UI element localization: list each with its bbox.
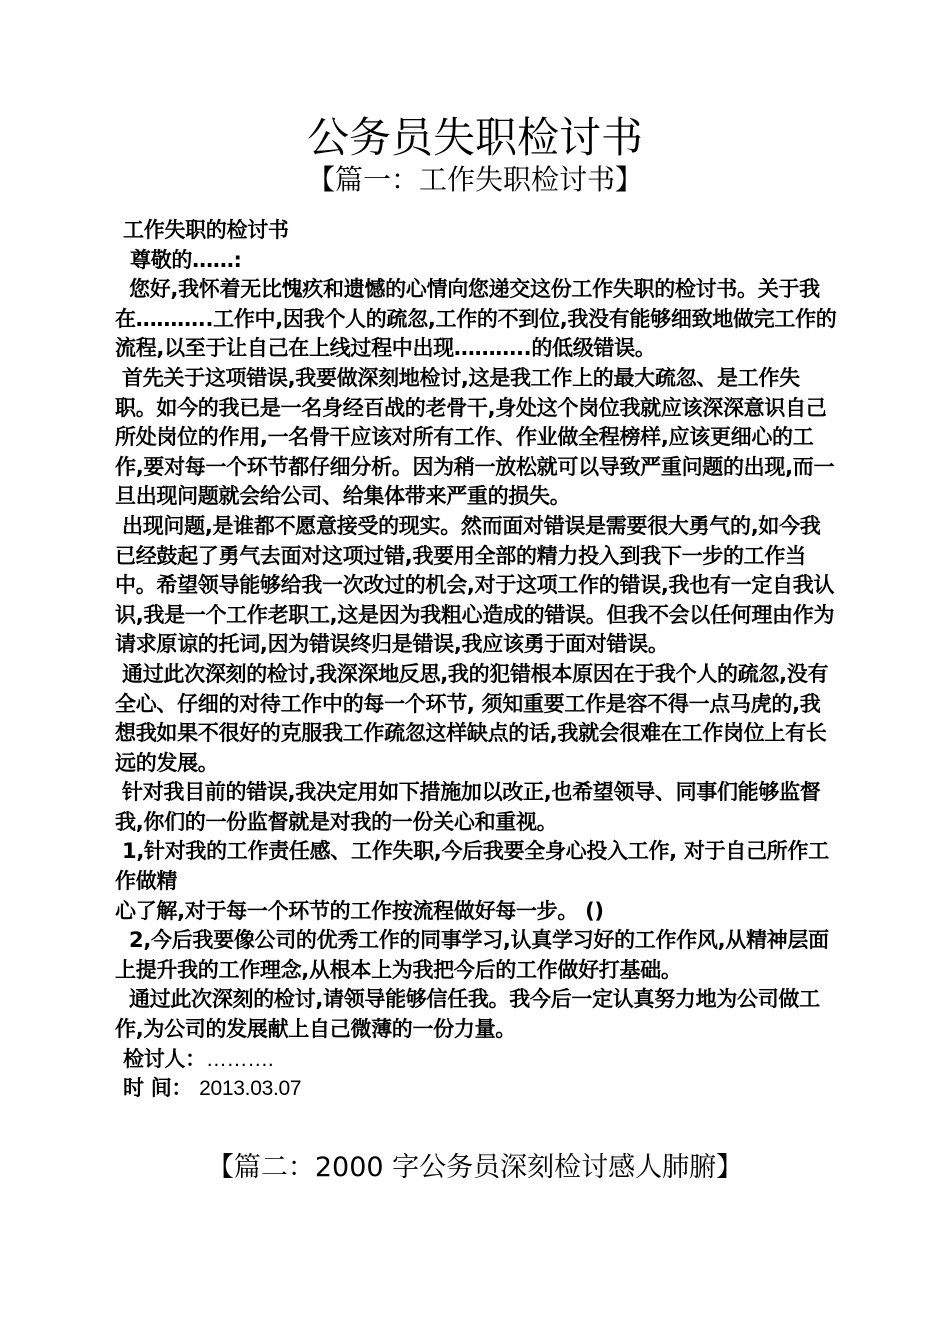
document-title: 公务员失职检讨书 xyxy=(306,113,643,162)
paragraph: 出现问题,是谁都不愿意接受的现实。然而面对错误是需要很大勇气的,如今我已经鼓起了勇气去面对这项过错,我要用全部的精力投入到我下一步的工作当中。希望领导能够给我一次改过的机会,对于这项工作的错误,我也有一定自我认识,我是一个工作老职工,这是因为我粗心造成的错误。但我不会以任何理由作为请求原谅的托词,因为错误终归是错误,我应该勇于面对错误。 xyxy=(115,513,835,657)
letter-title: 工作失职的检讨书 xyxy=(123,218,289,242)
paragraph: 2,今后我要像公司的优秀工作的同事学习,认真学习好的工作作风,从精神层面上提升我的工作理念,从根本上为我把今后的工作做好打基础。 xyxy=(115,928,829,982)
paragraph: 首先关于这项错误,我要做深刻地检讨,这是我工作上的最大疏忽、是工作失职。如今的我已是一名身经百战的老骨干,身处这个岗位我就应该深深意识自己所处岗位的作用,一名骨干应该对所有工作、作业做全程榜样,应该更细心的工作,要对每一个环节都仔细分析。因为稍一放松就可以导致严重问题的出现,而一旦出现问题就会给公司、给集体带来严重的损失。 xyxy=(115,365,835,509)
date-value: 2013.03.07 xyxy=(199,1077,302,1101)
date-line xyxy=(115,1074,837,1104)
paragraph: 1,针对我的工作责任感、工作失职,今后我要全身心投入工作, 对于自己所作工作做精 xyxy=(115,839,829,894)
section-one-heading: 【篇一：工作失职检讨书】 xyxy=(306,163,643,196)
date-label: 时 间： xyxy=(123,1076,193,1101)
salutation: 尊敬的……: xyxy=(123,247,242,272)
paragraph: 针对我目前的错误,我决定用如下措施加以改正,也希望领导、同事们能够监督我,你们的一份监督就是对我的一份关心和重视。 xyxy=(115,780,821,834)
signer-label: 检讨人： xyxy=(123,1046,206,1071)
paragraph: 通过此次深刻的检讨,请领导能够信任我。我今后一定认真努力地为公司做工作,为公司的发展献上自己微薄的一份力量。 xyxy=(115,987,820,1042)
paragraph: 心了解,对于每一个环节的工作按流程做好每一步。 () xyxy=(115,898,604,923)
paragraph: 通过此次深刻的检讨,我深深地反思,我的犯错根本原因在于我个人的疏忽,没有全心、仔细的对待工作中的每一个环节, 须知重要工作是容不得一点马虎的,我想我如果不很好的克服我工作疏忽这样缺点的话,我就会很难在工作岗位上有长远的发展。 xyxy=(115,661,829,775)
letter-body xyxy=(115,216,837,1104)
paragraph: 您好,我怀着无比愧疚和遗憾的心情向您递交这份工作失职的检讨书。关于我在………..工作中,因我个人的疏忽,工作的不到位,我没有能够细致地做完工作的流程,以至于让自己在上线过程中出现………..的低级错误。 xyxy=(115,277,837,361)
signer-line xyxy=(115,1045,837,1075)
signer-value: ………. xyxy=(205,1047,274,1071)
section-two-heading: 【篇二：2000 字公务员深刻检讨感人肺腑】 xyxy=(206,1152,744,1183)
